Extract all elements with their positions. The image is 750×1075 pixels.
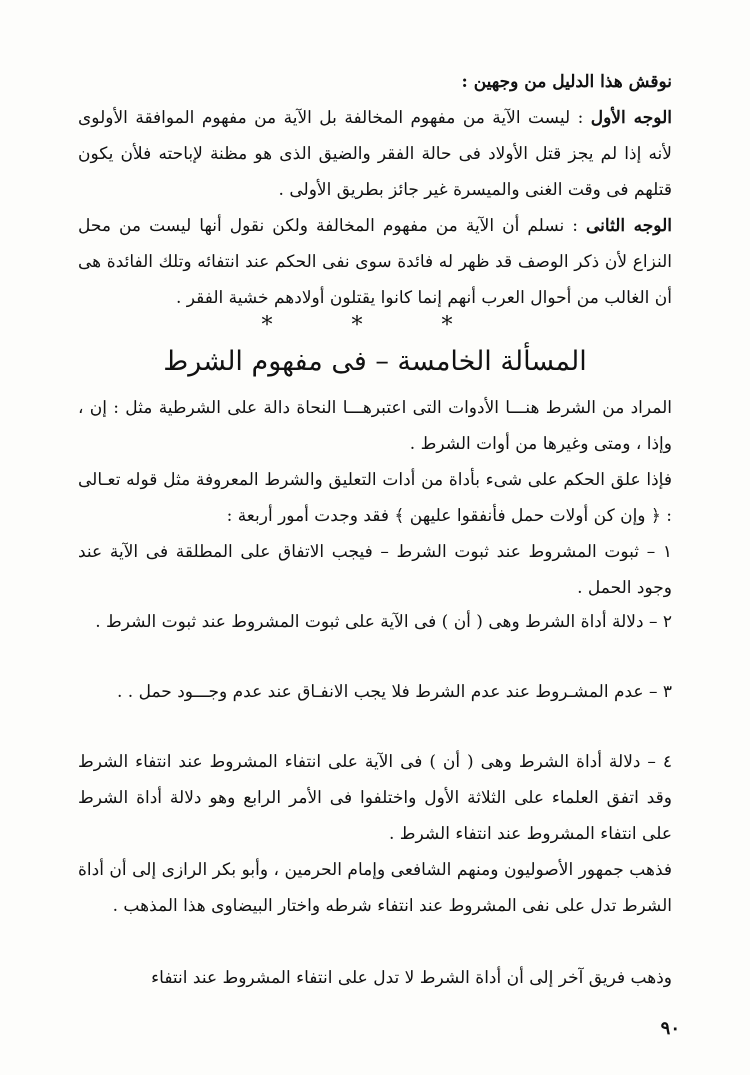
second-aspect-paragraph <box>78 208 672 316</box>
first-aspect-text: : ليست الآية من مفهوم المخالفة بل الآية من مفهوم الموافقة الأولوى لأنه إذا لم يجز قتل الأولاد فى حالة الفقر والضيق الذى هو مظنة لإباحته فلأن يكون قتلهم فى وقت الغنى والميسرة غير جائز بطريق الأولى . <box>78 108 672 200</box>
intro-heading: نوقش هذا الدليل من وجهين : <box>461 72 672 92</box>
list-item-3: ٣ – عدم المشـروط عند عدم الشرط فلا يجب الانفـاق عند عدم وجـــود حمل . . <box>116 682 672 702</box>
section-title: المسألة الخامسة – فى مفهوم الشرط <box>163 346 587 377</box>
list-item-1: ١ – ثبوت المشروط عند ثبوت الشرط – فيجب الاتفاق على المطلقة فى الآية عند وجود الحمل . <box>78 542 672 598</box>
first-aspect-paragraph <box>78 100 672 208</box>
section-separator: * * * <box>261 313 489 338</box>
second-aspect-lead: الوجه الثانى <box>586 216 672 236</box>
definition-paragraph: المراد من الشرط هنـــا الأدوات التى اعتبرهـــا النحاة دالة على الشرطية مثل : إن ، وإذا ، ومتى وغيرها من أوات الشرط . <box>78 398 672 454</box>
list-item-4: ٤ – دلالة أداة الشرط وهى ( أن ) فى الآية على انتفاء المشروط عند انتفاء الشرط وقد اتفق العلماء على الثلاثة الأول واختلفوا فى الأمر الرابع وهو دلالة أداة الشرط على انتفاء المشروط عند انتفاء الشرط . <box>78 752 672 844</box>
other-view-paragraph: وذهب فريق آخر إلى أن أداة الشرط لا تدل على انتفاء المشروط عند انتفاء <box>151 968 672 988</box>
majority-paragraph: فذهب جمهور الأصوليون ومنهم الشافعى وإمام الحرمين ، وأبو بكر الرازى إلى أن أداة الشرط تدل على نفى المشروط عند انتفاء شرطه واختار البيضاوى هذا المذهب . <box>78 860 672 916</box>
example-paragraph: فإذا علق الحكم على شىء بأداة من أدات التعليق والشرط المعروفة مثل قوله تعـالى : ﴿ وإن كن أولات حمل فأنفقوا عليهن ﴾ فقد وجدت أمور أربعة : <box>78 470 672 526</box>
first-aspect-lead: الوجه الأول <box>590 108 672 128</box>
list-item-2: ٢ – دلالة أداة الشرط وهى ( أن ) فى الآية على ثبوت المشروط عند ثبوت الشرط . <box>95 612 672 632</box>
second-aspect-text: : نسلم أن الآية من مفهوم المخالفة ولكن نقول أنها ليست من محل النزاع لأن ذكر الوصف قد ظهر له فائدة سوى نفى الحكم عند انتفائه وتلك الفائدة هى أن الغالب من أحوال العرب أنهم إنما كانوا يقتلون أولادهم خشية الفقر . <box>78 216 672 308</box>
page-number: ٩٠ <box>660 1018 680 1039</box>
